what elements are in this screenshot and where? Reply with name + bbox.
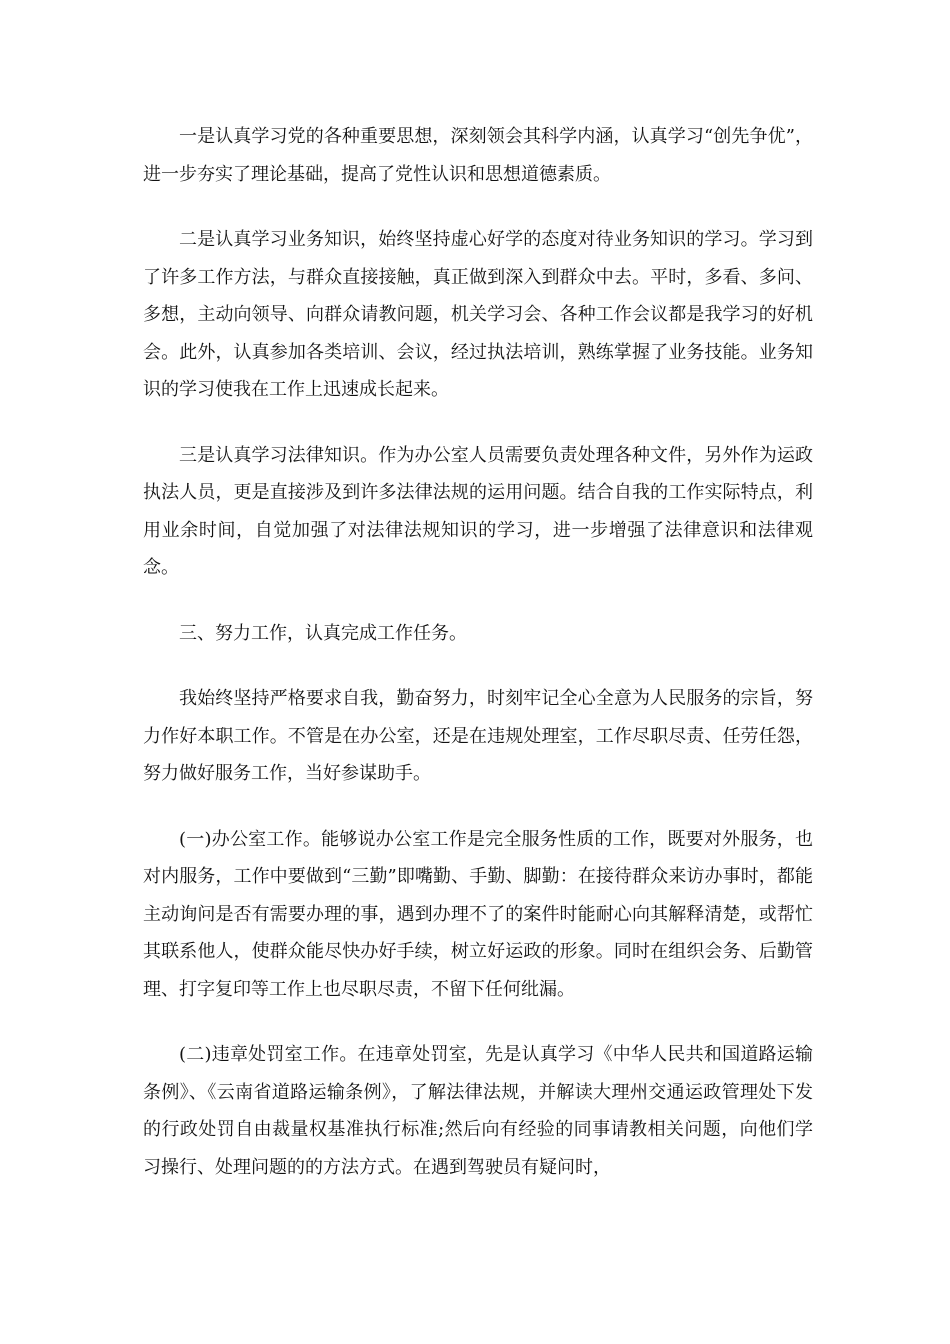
paragraph-violation-penalty-office: (二)违章处罚室工作。在违章处罚室，先是认真学习《中华人民共和国道路运输条例》、《云南省道路运输条例》，了解法律法规，并解读大理州交通运政管理处下发的行政处罚自由裁量权基准执行标准;然后向有经验的同事请教相关问题，向他们学习操行、处理问题的的方法方式。在遇到驾驶员有疑问时，	[143, 1044, 813, 1178]
paragraph-strict-self-requirement: 我始终坚持严格要求自我，勤奋努力，时刻牢记全心全意为人民服务的宗旨，努力作好本职工作。不管是在办公室，还是在违规处理室，工作尽职尽责、任劳任怨，努力做好服务工作，当好参谋助手。	[143, 688, 813, 784]
paragraph-study-business-knowledge: 二是认真学习业务知识，始终坚持虚心好学的态度对待业务知识的学习。学习到了许多工作方法，与群众直接接触，真正做到深入到群众中去。平时，多看、多问、多想，主动向领导、向群众请教问题，机关学习会、各种工作会议都是我学习的好机会。此外，认真参加各类培训、会议，经过执法培训，熟练掌握了业务技能。业务知识的学习使我在工作上迅速成长起来。	[143, 229, 813, 400]
section-heading-work-tasks: 三、努力工作，认真完成工作任务。	[179, 622, 467, 644]
paragraph-study-party-thought: 一是认真学习党的各种重要思想，深刻领会其科学内涵，认真学习“创先争优”，进一步夯实了理论基础，提高了党性认识和思想道德素质。	[143, 126, 813, 185]
paragraph-study-legal-knowledge: 三是认真学习法律知识。作为办公室人员需要负责处理各种文件，另外作为运政执法人员，更是直接涉及到许多法律法规的运用问题。结合自我的工作实际特点，利用业余时间，自觉加强了对法律法规知识的学习，进一步增强了法律意识和法律观念。	[143, 444, 813, 578]
paragraph-office-work: (一)办公室工作。能够说办公室工作是完全服务性质的工作，既要对外服务，也对内服务，工作中要做到“三勤”即嘴勤、手勤、脚勤：在接待群众来访办事时，都能主动询问是否有需要办理的事，遇到办理不了的案件时能耐心向其解释清楚，或帮忙其联系他人，使群众能尽快办好手续，树立好运政的形象。同时在组织会务、后勤管理、打字复印等工作上也尽职尽责，不留下任何纰漏。	[143, 828, 813, 1000]
document-body	[143, 118, 813, 1214]
